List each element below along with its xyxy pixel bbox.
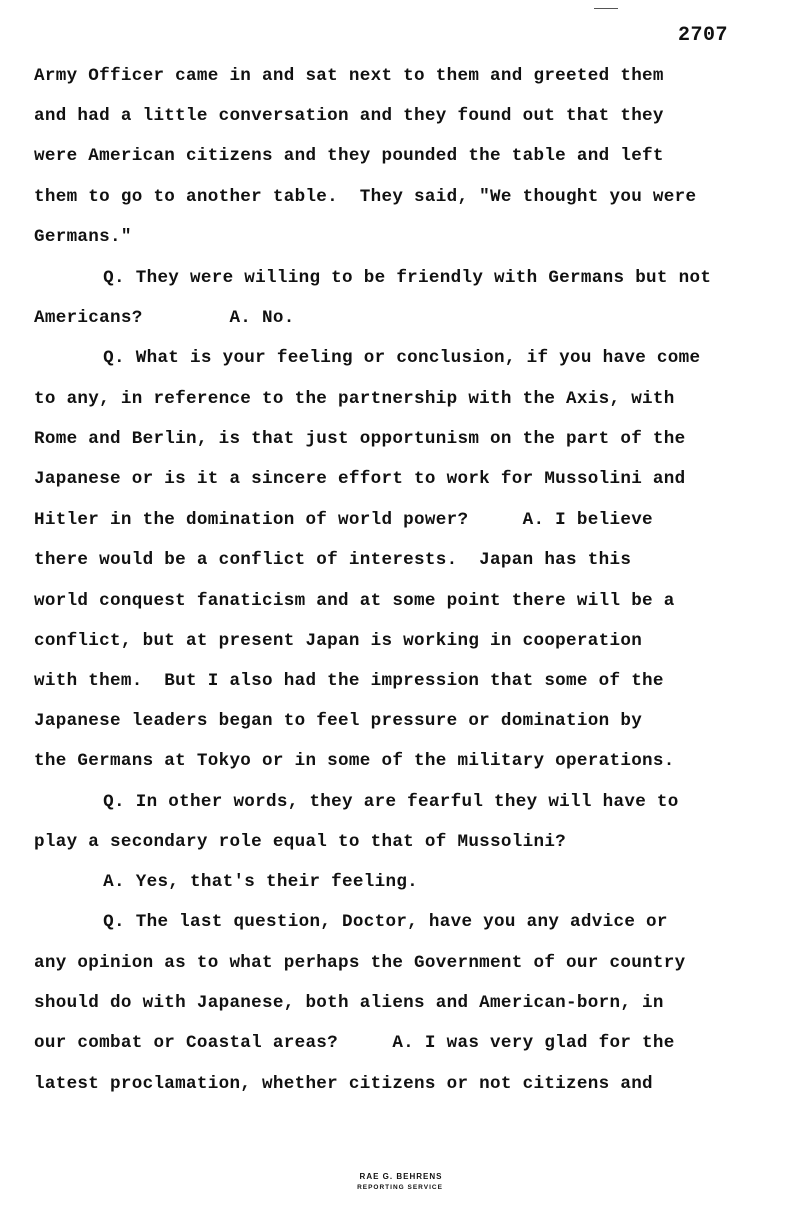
transcript-line: Q. The last question, Doctor, have you any advice or	[38, 912, 668, 932]
transcript-line: Army Officer came in and sat next to them and greeted them	[34, 66, 664, 86]
transcript-line: the Germans at Tokyo or in some of the military operations.	[34, 751, 675, 771]
reporting-service: REPORTING SERVICE	[357, 1184, 443, 1191]
transcript-line: Japanese leaders began to feel pressure or domination by	[34, 711, 643, 731]
reporter-footer	[0, 1172, 800, 1191]
transcript-line: were American citizens and they pounded the table and left	[34, 146, 664, 166]
transcript-line: there would be a conflict of interests. Japan has this	[34, 550, 632, 570]
transcript-line: Q. In other words, they are fearful they will have to	[38, 792, 679, 812]
transcript-line: Americans? A. No.	[34, 308, 295, 328]
transcript-line: Rome and Berlin, is that just opportunism on the part of the	[34, 429, 686, 449]
transcript-line: should do with Japanese, both aliens and American-born, in	[34, 993, 664, 1013]
transcript-line: Japanese or is it a sincere effort to work for Mussolini and	[34, 469, 686, 489]
transcript-line: our combat or Coastal areas? A. I was very glad for the	[34, 1033, 675, 1053]
transcript-line: world conquest fanaticism and at some point there will be a	[34, 591, 675, 611]
transcript-line: Q. What is your feeling or conclusion, if you have come	[38, 348, 701, 368]
transcript-line: to any, in reference to the partnership with the Axis, with	[34, 389, 675, 409]
transcript-line: with them. But I also had the impression that some of the	[34, 671, 664, 691]
transcript-line: A. Yes, that's their feeling.	[38, 872, 419, 892]
reporter-name: RAE G. BEHRENS	[359, 1172, 443, 1181]
transcript-line: Q. They were willing to be friendly with Germans but not	[38, 268, 712, 288]
transcript-line: conflict, but at present Japan is working in cooperation	[34, 631, 643, 651]
transcript-line: and had a little conversation and they found out that they	[34, 106, 664, 126]
transcript-line: Germans."	[34, 227, 132, 247]
top-rule-mark	[594, 8, 618, 9]
page-number: 2707	[678, 24, 729, 47]
transcript-line: any opinion as to what perhaps the Government of our country	[34, 953, 686, 973]
transcript-line: Hitler in the domination of world power? A. I believe	[34, 510, 653, 530]
transcript-line: them to go to another table. They said, "We thought you were	[34, 187, 697, 207]
transcript-line: latest proclamation, whether citizens or not citizens and	[34, 1074, 653, 1094]
transcript-line: play a secondary role equal to that of Mussolini?	[34, 832, 567, 852]
